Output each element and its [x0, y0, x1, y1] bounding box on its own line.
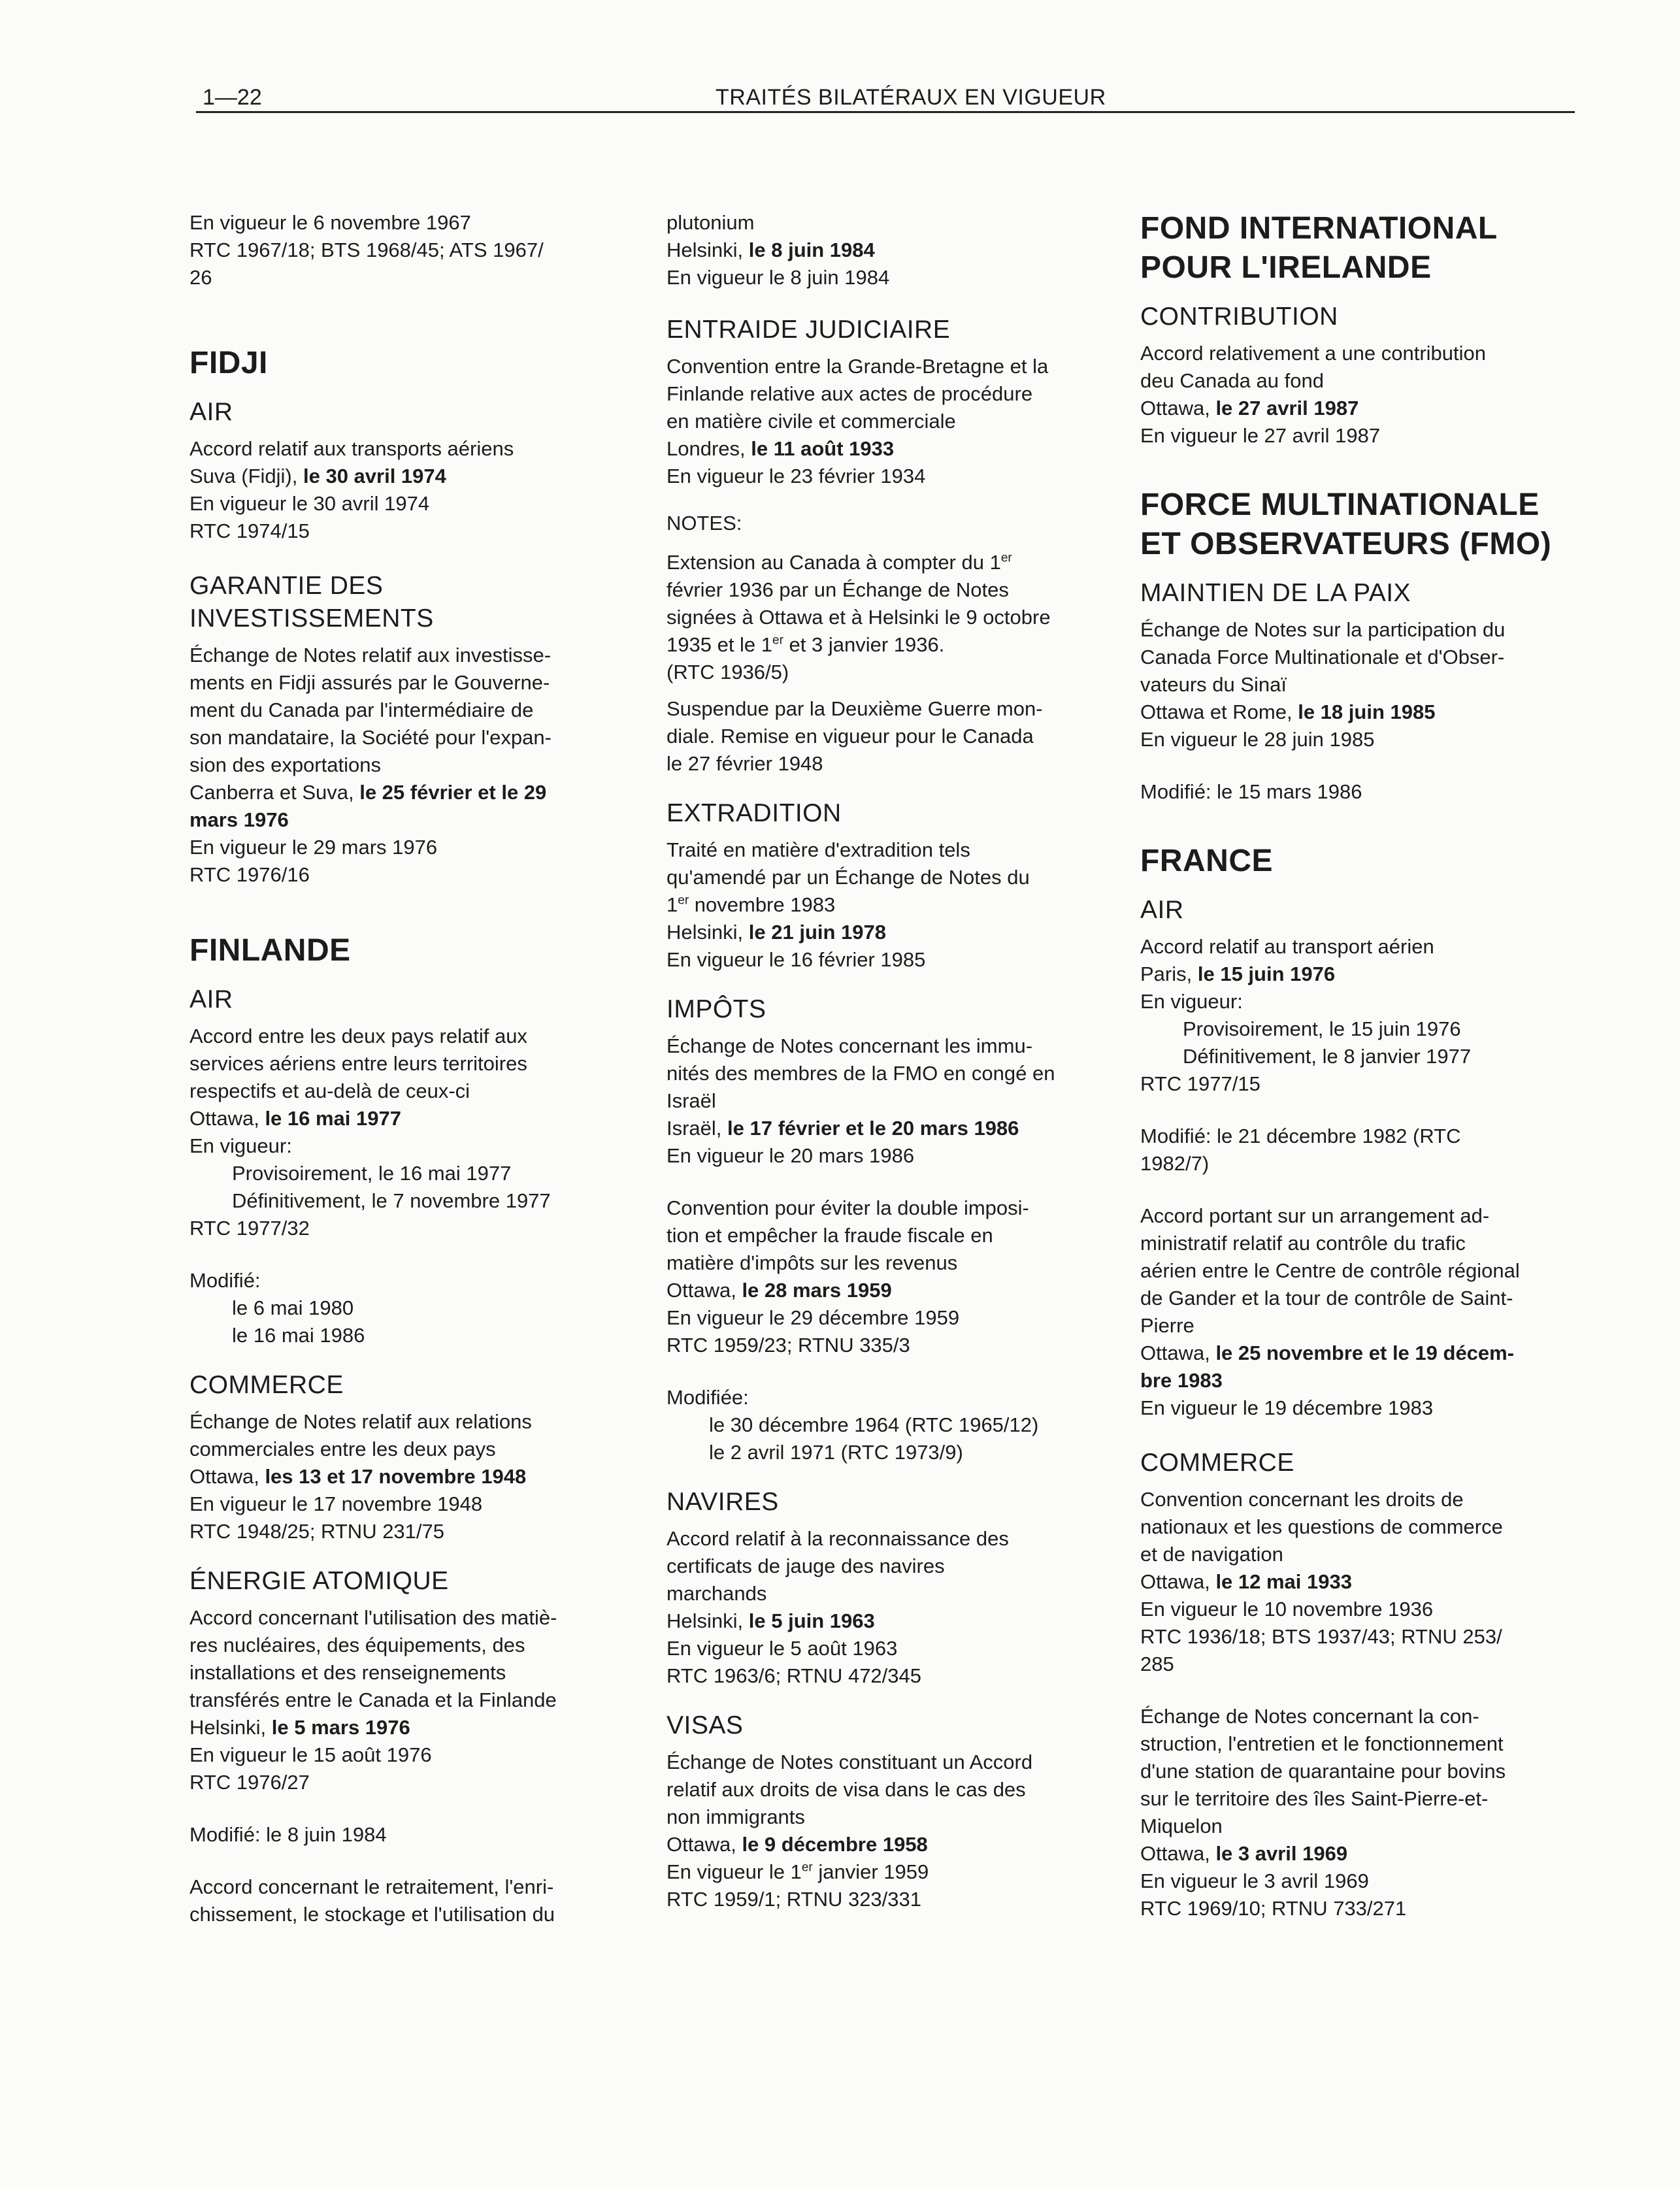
treaty-entry	[1140, 340, 1585, 450]
text-line: installations et des renseignements	[189, 1661, 506, 1684]
text-line: vateurs du Sinaï	[1140, 673, 1287, 696]
text-line: RTC 1967/18; BTS 1968/45; ATS 1967/	[189, 239, 544, 261]
treaty-entry	[667, 836, 1124, 974]
subject-heading: NAVIRES	[667, 1488, 779, 1516]
text-line: en matière civile et commerciale	[667, 410, 956, 433]
text-line: diale. Remise en vigueur pour le Canada	[667, 725, 1034, 748]
text-line: ment du Canada par l'intermédiaire de	[189, 699, 534, 721]
text-line: Israël	[667, 1089, 716, 1112]
text-line: En vigueur le 23 février 1934	[667, 465, 926, 487]
text-line: Paris, le 15 juin 1976	[1140, 963, 1336, 985]
text-line: RTC 1976/16	[189, 863, 310, 886]
subject-heading: ÉNERGIE ATOMIQUE	[189, 1567, 449, 1595]
text-line: RTC 1936/18; BTS 1937/43; RTNU 253/	[1140, 1625, 1502, 1648]
text-line: (RTC 1936/5)	[667, 661, 789, 683]
text-line: Convention pour éviter la double imposi-	[667, 1196, 1029, 1219]
subject-heading: GARANTIE DES INVESTISSEMENTS	[189, 572, 434, 633]
text-line: Ottawa, le 25 novembre et le 19 décem-	[1140, 1341, 1515, 1364]
text-line: En vigueur le 20 mars 1986	[667, 1144, 915, 1167]
notes-label: NOTES:	[667, 512, 742, 535]
country-heading-fidji: FIDJI	[189, 346, 268, 380]
text-line: ments en Fidji assurés par le Gouverne-	[189, 671, 550, 694]
text-line: RTC 1948/25; RTNU 231/75	[189, 1520, 445, 1543]
text-line: Canada Force Multinationale et d'Obser-	[1140, 646, 1505, 668]
text-line: En vigueur le 1er janvier 1959	[667, 1860, 929, 1883]
column-right	[1140, 209, 1585, 1922]
text-line: Helsinki, le 5 mars 1976	[189, 1716, 410, 1739]
text-line: son mandataire, la Société pour l'expan-	[189, 726, 552, 749]
text-line: Finlande relative aux actes de procédure	[667, 382, 1033, 405]
text-line: En vigueur le 29 mars 1976	[189, 836, 438, 859]
text-line: d'une station de quarantaine pour bovins	[1140, 1760, 1506, 1783]
text-line: services aériens entre leurs territoires	[189, 1052, 527, 1075]
text-line: Ottawa, le 16 mai 1977	[189, 1107, 401, 1130]
country-heading-force-multinationale: FORCE MULTINATIONALE ET OBSERVATEURS (FMO)	[1140, 487, 1552, 561]
subject-heading: VISAS	[667, 1711, 744, 1739]
text-line: Traité en matière d'extradition tels	[667, 838, 970, 861]
text-line: 285	[1140, 1653, 1174, 1675]
continued-entry	[667, 209, 1124, 291]
subject-heading: COMMERCE	[189, 1371, 344, 1399]
text-line: Modifiée:	[667, 1386, 749, 1409]
text-line: Modifié: le 15 mars 1986	[1140, 780, 1362, 803]
text-line: deu Canada au fond	[1140, 369, 1324, 392]
notes-entry	[667, 549, 1124, 778]
subject-heading: EXTRADITION	[667, 799, 842, 827]
column-middle	[667, 209, 1124, 1913]
text-line: le 27 février 1948	[667, 752, 823, 775]
text-line: Modifié: le 21 décembre 1982 (RTC	[1140, 1125, 1461, 1147]
subject-heading: IMPÔTS	[667, 995, 766, 1023]
treaty-entry	[189, 642, 634, 889]
text-line: Modifié: le 8 juin 1984	[189, 1823, 387, 1846]
text-line: RTC 1977/15	[1140, 1072, 1260, 1095]
subject-heading: AIR	[189, 398, 233, 426]
text-line: Échange de Notes concernant les immu-	[667, 1034, 1033, 1057]
text-line: et de navigation	[1140, 1543, 1283, 1566]
country-heading-fond-international: FOND INTERNATIONAL POUR L'IRELANDE	[1140, 211, 1498, 285]
text-line: RTC 1974/15	[189, 519, 310, 542]
running-title: TRAITÉS BILATÉRAUX EN VIGUEUR	[716, 85, 1106, 110]
text-line: En vigueur le 27 avril 1987	[1140, 424, 1381, 447]
text-line: Échange de Notes sur la participation du	[1140, 618, 1506, 641]
text-line: le 30 décembre 1964 (RTC 1965/12)	[709, 1413, 1039, 1436]
text-line: En vigueur le 6 novembre 1967	[189, 211, 471, 234]
column-left	[189, 209, 634, 1928]
text-line: ministratif relatif au contrôle du trafic	[1140, 1232, 1466, 1255]
text-line: RTC 1959/1; RTNU 323/331	[667, 1888, 922, 1911]
text-line: tion et empêcher la fraude fiscale en	[667, 1224, 993, 1247]
text-line: Accord portant sur un arrangement ad-	[1140, 1204, 1490, 1227]
text-line: bre 1983	[1140, 1369, 1223, 1392]
text-line: Convention concernant les droits de	[1140, 1488, 1464, 1511]
text-line: En vigueur le 16 février 1985	[667, 948, 926, 971]
text-line: res nucléaires, des équipements, des	[189, 1634, 525, 1656]
text-line: le 6 mai 1980	[232, 1296, 354, 1319]
text-line: le 2 avril 1971 (RTC 1973/9)	[709, 1441, 963, 1464]
subject-heading: AIR	[1140, 896, 1184, 924]
text-line: Convention entre la Grande-Bretagne et la	[667, 355, 1049, 378]
text-line: Accord relatif au transport aérien	[1140, 935, 1434, 958]
treaty-entry	[1140, 1486, 1585, 1922]
text-line: de Gander et la tour de contrôle de Saint-	[1140, 1287, 1513, 1309]
text-line: plutonium	[667, 211, 755, 234]
text-line: RTC 1977/32	[189, 1217, 310, 1240]
subject-heading: ENTRAIDE JUDICIAIRE	[667, 316, 951, 344]
text-line: Helsinki, le 21 juin 1978	[667, 921, 886, 944]
text-line: le 16 mai 1986	[232, 1324, 365, 1347]
text-line: En vigueur le 30 avril 1974	[189, 492, 430, 515]
text-line: commerciales entre les deux pays	[189, 1438, 496, 1460]
text-line: Échange de Notes relatif aux investisse-	[189, 644, 552, 667]
header-rule	[196, 111, 1575, 113]
text-line: mars 1976	[189, 808, 289, 831]
text-line: En vigueur:	[189, 1134, 292, 1157]
treaty-entry	[189, 1408, 634, 1545]
subject-heading: CONTRIBUTION	[1140, 303, 1338, 331]
treaty-entry	[667, 1749, 1124, 1913]
text-line: respectifs et au-delà de ceux-ci	[189, 1079, 470, 1102]
subject-heading: COMMERCE	[1140, 1449, 1294, 1477]
text-line: Ottawa, le 9 décembre 1958	[667, 1833, 928, 1856]
text-line: 1982/7)	[1140, 1152, 1210, 1175]
text-line: relatif aux droits de visa dans le cas des	[667, 1778, 1026, 1801]
text-line: En vigueur le 29 décembre 1959	[667, 1306, 960, 1329]
text-line: Canberra et Suva, le 25 février et le 29	[189, 781, 547, 804]
date-bold: le 30 avril 1974	[303, 465, 446, 487]
text-line: sion des exportations	[189, 753, 381, 776]
text-line: Accord relatif aux transports aériens	[189, 437, 514, 460]
text-line: RTC 1976/27	[189, 1771, 310, 1794]
text-line: Échange de Notes constituant un Accord	[667, 1751, 1033, 1773]
text-line: Suva (Fidji), le 30 avril 1974	[189, 465, 446, 487]
text-line: Suspendue par la Deuxième Guerre mon-	[667, 697, 1043, 720]
subject-heading: MAINTIEN DE LA PAIX	[1140, 579, 1411, 607]
text-line: Ottawa, le 3 avril 1969	[1140, 1842, 1348, 1865]
text-line: Helsinki, le 8 juin 1984	[667, 239, 875, 261]
text-line: qu'amendé par un Échange de Notes du	[667, 866, 1030, 889]
text-line: Miquelon	[1140, 1815, 1223, 1837]
text-line: RTC 1963/6; RTNU 472/345	[667, 1664, 922, 1687]
text-line: chissement, le stockage et l'utilisation du	[189, 1903, 555, 1926]
text-line: signées à Ottawa et à Helsinki le 9 octobre	[667, 606, 1051, 629]
text-line: février 1936 par un Échange de Notes	[667, 578, 1009, 601]
text-line: En vigueur le 15 août 1976	[189, 1743, 432, 1766]
text-line: aérien entre le Centre de contrôle régional	[1140, 1259, 1520, 1282]
treaty-entry	[189, 435, 634, 545]
treaty-entry	[667, 353, 1124, 490]
text-line: certificats de jauge des navires	[667, 1555, 945, 1577]
text-line: 1935 et le 1er et 3 janvier 1936.	[667, 633, 945, 656]
text-line: Ottawa, le 12 mai 1933	[1140, 1570, 1352, 1593]
text-line: RTC 1969/10; RTNU 733/271	[1140, 1897, 1407, 1920]
text-line: En vigueur le 3 avril 1969	[1140, 1869, 1369, 1892]
text-line: Pierre	[1140, 1314, 1194, 1337]
text-line: Israël, le 17 février et le 20 mars 1986	[667, 1117, 1019, 1140]
text-line: En vigueur le 28 juin 1985	[1140, 728, 1375, 751]
text-line: Ottawa, le 28 mars 1959	[667, 1279, 892, 1302]
text-line: Extension au Canada à compter du 1er	[667, 551, 1012, 574]
text-line: Accord relativement a une contribution	[1140, 342, 1487, 365]
text-line: En vigueur le 5 août 1963	[667, 1637, 898, 1660]
text-line: Provisoirement, le 16 mai 1977	[232, 1162, 512, 1185]
text-line: En vigueur le 8 juin 1984	[667, 266, 890, 289]
text-line: En vigueur le 19 décembre 1983	[1140, 1396, 1434, 1419]
text-line: 26	[189, 266, 212, 289]
text-line: En vigueur le 17 novembre 1948	[189, 1492, 483, 1515]
text-line: Définitivement, le 8 janvier 1977	[1183, 1045, 1472, 1068]
text-line: Accord entre les deux pays relatif aux	[189, 1025, 527, 1047]
text-line: Ottawa, les 13 et 17 novembre 1948	[189, 1465, 527, 1488]
treaty-entry	[667, 1525, 1124, 1690]
text-line: Échange de Notes concernant la con-	[1140, 1705, 1479, 1728]
text-line: Échange de Notes relatif aux relations	[189, 1410, 532, 1433]
text-line: sur le territoire des îles Saint-Pierre-et-	[1140, 1787, 1489, 1810]
text-line: En vigueur:	[1140, 990, 1243, 1013]
text-line: Provisoirement, le 15 juin 1976	[1183, 1017, 1461, 1040]
treaty-entry	[1140, 933, 1585, 1422]
country-heading-finlande: FINLANDE	[189, 933, 351, 968]
text-line: matière d'impôts sur les revenus	[667, 1251, 958, 1274]
text-line: nationaux et les questions de commerce	[1140, 1515, 1503, 1538]
text-line: transférés entre le Canada et la Finlande	[189, 1688, 557, 1711]
page-number: 1—22	[203, 85, 262, 110]
text-line: Accord concernant l'utilisation des matiè-	[189, 1606, 557, 1629]
text-line: Modifié:	[189, 1269, 261, 1292]
text-line: Helsinki, le 5 juin 1963	[667, 1609, 875, 1632]
treaty-entry	[189, 1604, 634, 1928]
treaty-entry	[667, 1032, 1124, 1466]
subject-heading: AIR	[189, 985, 233, 1013]
treaty-entry	[189, 1023, 634, 1349]
text-line: Londres, le 11 août 1933	[667, 437, 895, 460]
text-line: Ottawa, le 27 avril 1987	[1140, 397, 1359, 420]
country-heading-france: FRANCE	[1140, 844, 1273, 878]
text-line: non immigrants	[667, 1805, 805, 1828]
treaty-entry	[1140, 616, 1585, 806]
text-line: Accord relatif à la reconnaissance des	[667, 1527, 1009, 1550]
continued-entry	[189, 209, 634, 291]
text-line: nités des membres de la FMO en congé en	[667, 1062, 1055, 1085]
text-line: struction, l'entretien et le fonctionnement	[1140, 1732, 1504, 1755]
text-line: marchands	[667, 1582, 767, 1605]
text-line: En vigueur le 10 novembre 1936	[1140, 1598, 1434, 1621]
text-line: Définitivement, le 7 novembre 1977	[232, 1189, 551, 1212]
text-line: Accord concernant le retraitement, l'enri-	[189, 1875, 554, 1898]
text-line: 1er novembre 1983	[667, 893, 836, 916]
text-line: Ottawa et Rome, le 18 juin 1985	[1140, 700, 1436, 723]
text-line: RTC 1959/23; RTNU 335/3	[667, 1334, 910, 1357]
